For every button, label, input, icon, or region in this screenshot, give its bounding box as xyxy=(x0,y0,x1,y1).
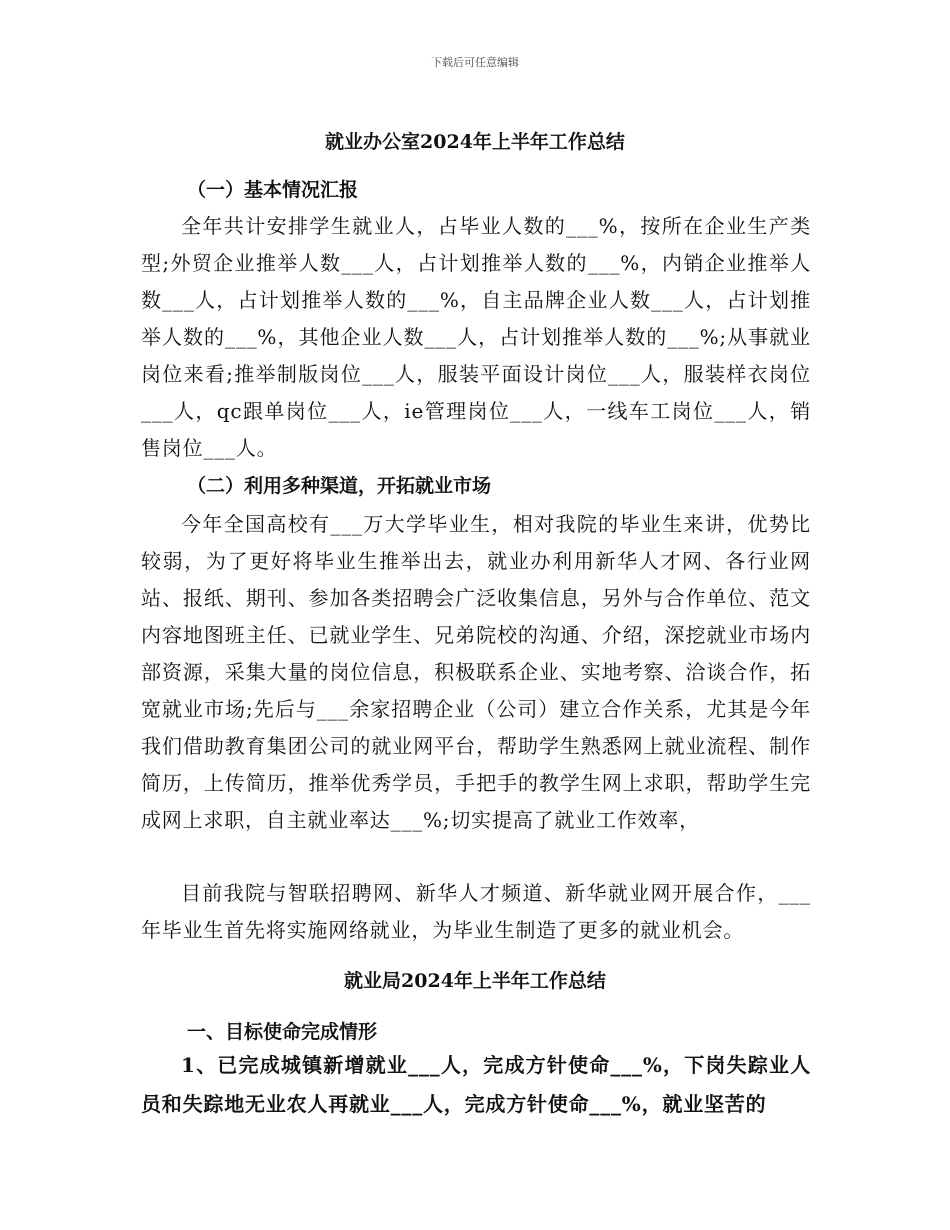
doc1-section2-body: 今年全国高校有___万大学毕业生，相对我院的毕业生来讲，优势比较弱，为了更好将毕业生推举出去，就业办利用新华人才网、各行业网站、报纸、期刊、参加各类招聘会广泛收集信息，另外与合作单位、范文内容地图班主任、已就业学生、兄弟院校的沟通、介绍，深挖就业市场内部资源，采集大量的岗位信息，积极联系企业、实地考察、洽谈合作，拓宽就业市场;先后与___余家招聘企业（公司）建立合作关系，尤其是今年我们借助教育集团公司的就业网平台，帮助学生熟悉网上就业流程、制作简历，上传简历，推举优秀学员，手把手的教学生网上求职，帮助学生完成网上求职，自主就业率达___%;切实提高了就业工作效率， xyxy=(141,512,811,832)
doc1-section1-heading: （一）基本情况汇报 xyxy=(187,179,359,201)
doc1-title: 就业办公室2024年上半年工作总结 xyxy=(325,131,625,153)
doc2-section1-heading: 一、目标使命完成情形 xyxy=(187,1021,378,1043)
header-note: 下载后可任意编辑 xyxy=(431,56,519,69)
doc1-section1-body: 全年共计安排学生就业人，占毕业人数的___%，按所在企业生产类型;外贸企业推举人数___人，占计划推举人数的___%，内销企业推举人数___人，占计划推举人数的___%，自主品牌企业人数___人，占计划推举人数的___%，其他企业人数___人，占计划推举人数的___%;从事就业岗位来看;推举制版岗位___人，服装平面设计岗位___人，服装样衣岗位___人，qc跟单岗位___人，ie管理岗位___人，一线车工岗位___人，销售岗位___人。 xyxy=(141,214,811,460)
doc2-title: 就业局2024年上半年工作总结 xyxy=(344,970,606,992)
doc1-section2-body2: 目前我院与智联招聘网、新华人才频道、新华就业网开展合作，___年毕业生首先将实施网络就业，为毕业生制造了更多的就业机会。 xyxy=(141,881,811,942)
doc2-item1: 1、已完成城镇新增就业___人，完成方针使命___%，下岗失踪业人员和失踪地无业农人再就业___人，完成方针使命___%，就业坚苦的 xyxy=(141,1053,811,1116)
doc1-section2-heading: （二）利用多种渠道，开拓就业市场 xyxy=(187,475,492,497)
